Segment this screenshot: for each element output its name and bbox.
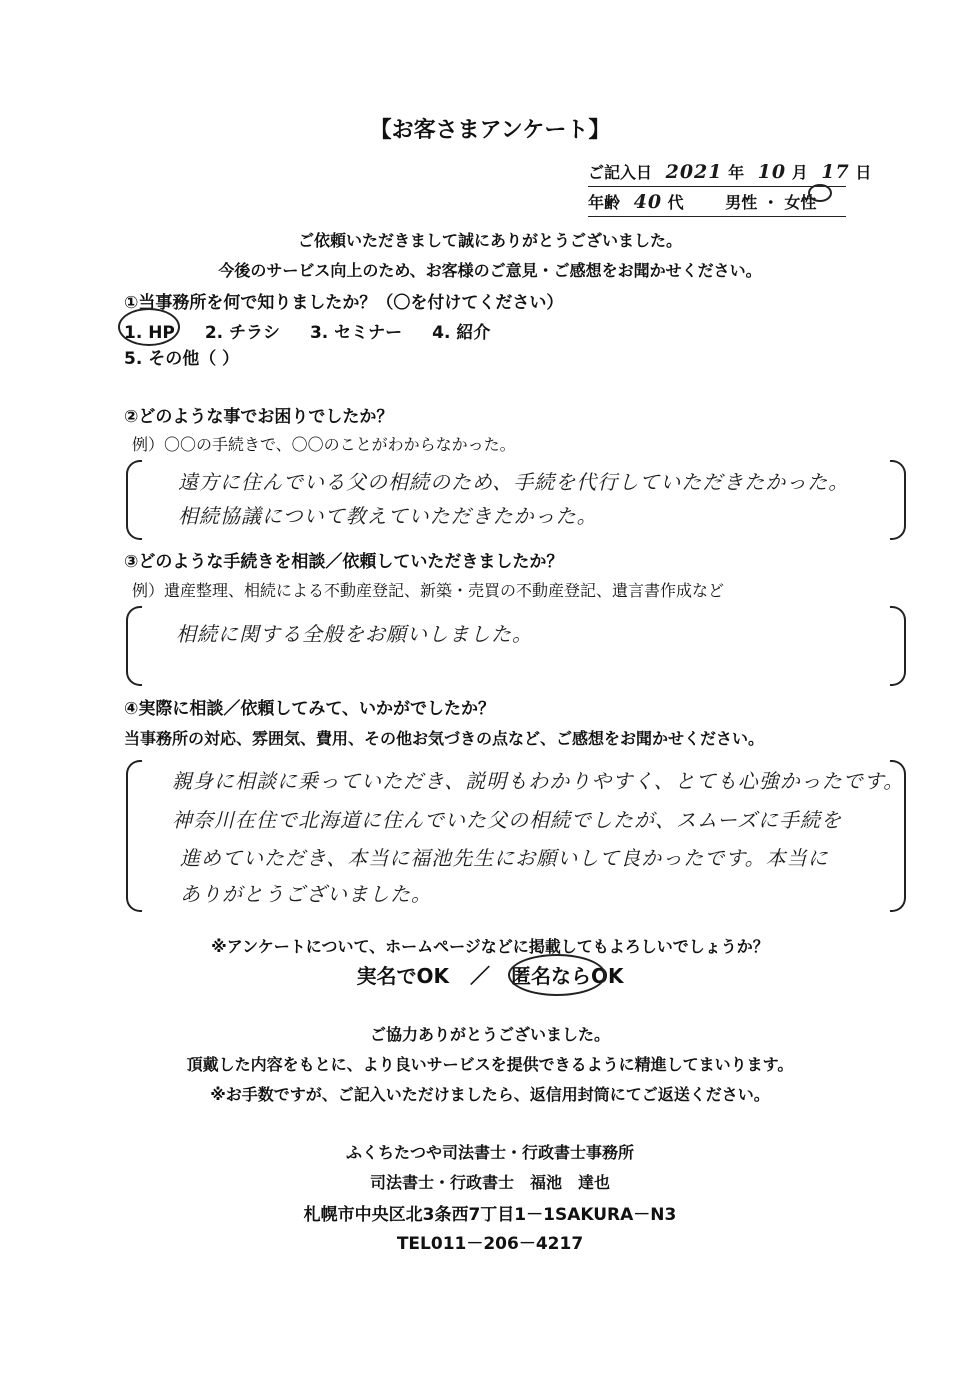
q4-answer-line-2: 神奈川在住で北海道に住んでいた父の相続でしたが、スムーズに手続を <box>172 808 842 832</box>
office-person: 司法書士・行政書士 福池 達也 <box>369 1173 610 1192</box>
q2-answer-line-2: 相続協議について教えていただきたかった。 <box>178 504 598 528</box>
publish-options <box>0 960 980 989</box>
age-value: 40 <box>633 191 663 213</box>
age-unit: 代 <box>667 193 684 212</box>
q2-question: ②どのような事でお困りでしたか？ <box>124 407 394 427</box>
closing-return-note: ※お手数ですが、ご記入いただけましたら、返信用封筒にてご返送ください。 <box>210 1085 770 1104</box>
q4-answer-line-4: ありがとうございました。 <box>180 882 432 906</box>
closing-thanks: ご協力ありがとうございました。 <box>369 1025 610 1044</box>
anonymous-circle-mark <box>508 954 606 996</box>
date-month: 10 <box>757 161 787 183</box>
q1-question: ①当事務所を何で知りましたか？（〇を付けてください） <box>124 293 564 313</box>
q1-option-referral: 4. 紹介 <box>432 323 491 343</box>
q2-answer-line-1: 遠方に住んでいる父の相続のため、手続を代行していただきたかった。 <box>178 470 850 494</box>
q1-option-flyer: 2. チラシ <box>204 323 281 343</box>
entry-date-line <box>588 160 872 187</box>
publish-slash: ／ <box>470 964 490 988</box>
q4-question: ④実際に相談／依頼してみて、いかがでしたか？ <box>124 699 496 719</box>
q4-subtext: 当事務所の対応、雰囲気、費用、その他お気づきの点など、ご感想をお聞かせください。 <box>124 729 765 748</box>
intro-line-2: 今後のサービス向上のため、お客様のご意見・ご感想をお聞かせください。 <box>218 261 762 280</box>
q1-other: 5. その他（ ） <box>124 349 240 369</box>
q1-hp-circle-mark <box>118 308 180 346</box>
publish-real-name: 実名でOK <box>356 964 450 988</box>
date-label: ご記入日 <box>588 163 653 182</box>
closing-commitment: 頂戴した内容をもとに、より良いサービスを提供できるように精進してまいります。 <box>186 1055 794 1074</box>
publish-question: ※アンケートについて、ホームページなどに掲載してもよろしいでしょうか？ <box>211 937 769 956</box>
date-year: 2021 <box>665 161 723 183</box>
publish-anonymous: 匿名ならOK <box>510 964 624 988</box>
year-unit: 年 <box>728 163 745 182</box>
month-unit: 月 <box>791 163 808 182</box>
office-name: ふくちたつや司法書士・行政書士事務所 <box>345 1143 634 1162</box>
intro-line-1: ご依頼いただきまして誠にありがとうございました。 <box>297 231 682 250</box>
gender-options: 男性 ・ 女性 <box>725 193 817 212</box>
date-day: 17 <box>821 161 850 183</box>
q3-answer-line-1: 相続に関する全般をお願いしました。 <box>176 622 533 646</box>
q4-answer-line-3: 進めていただき、本当に福池先生にお願いして良かったです。本当に <box>180 846 829 870</box>
office-tel: TEL011－206－4217 <box>396 1234 584 1254</box>
day-unit: 日 <box>855 163 872 182</box>
q3-example: 例）遺産整理、相続による不動産登記、新築・売買の不動産登記、遺言書作成など <box>132 581 725 600</box>
page-title: 【お客さまアンケート】 <box>369 118 611 143</box>
q4-answer-line-1: 親身に相談に乗っていただき、説明もわかりやすく、とても心強かったです。 <box>172 769 905 793</box>
office-address: 札幌市中央区北3条西7丁目1－1SAKURA－N3 <box>303 1205 677 1225</box>
q1-option-seminar: 3. セミナー <box>309 323 403 343</box>
q2-answer-bracket-left <box>126 460 142 540</box>
q2-answer-bracket-right <box>890 460 906 540</box>
q4-answer-bracket-left <box>126 760 142 912</box>
q1-option-hp: 1. HP <box>124 323 175 343</box>
q2-example: 例）〇〇の手続きで、〇〇のことがわからなかった。 <box>132 435 516 454</box>
q3-answer-bracket-left <box>126 606 142 686</box>
age-label: 年齢 <box>588 193 621 212</box>
q3-question: ③どのような手続きを相談／依頼していただきましたか？ <box>124 552 564 572</box>
q3-answer-bracket-right <box>890 606 906 686</box>
gender-circle-mark <box>808 184 832 202</box>
